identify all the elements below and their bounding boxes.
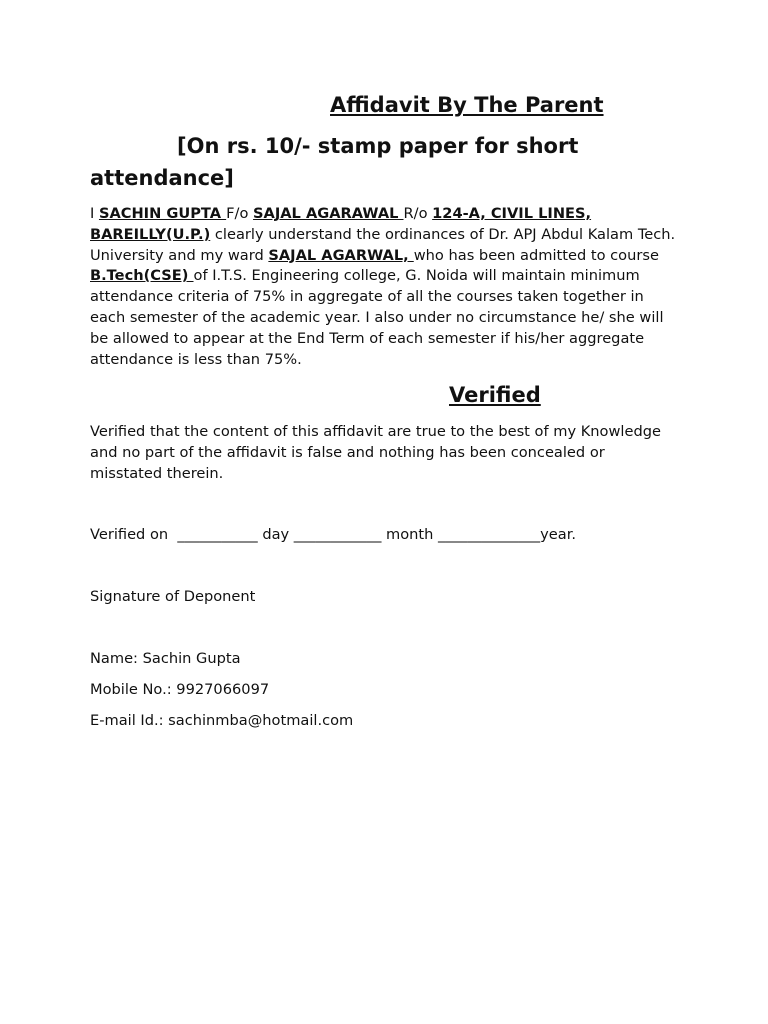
affidavit-page bbox=[90, 88, 680, 732]
document-subtitle: [On rs. 10/- stamp paper for short attendance] bbox=[90, 134, 579, 190]
parent-name: SACHIN GUPTA bbox=[98, 205, 227, 222]
residence-address: 124-A, CIVIL LINES, BAREILLY(U.P.) bbox=[90, 205, 592, 243]
verified-on-line: Verified on ___________ day ____________ month ______________year. bbox=[90, 525, 577, 543]
declaration-text-6: of I.T.S. Engineering college, G. Noida will maintain minimum attendance criteria of 75% in aggregate of all the courses taken together in each semester of the academic year. I also under no circumstance he/ she will be allowed to appear at the End Term of each semester if his/her aggregate attendance is less than 75%. bbox=[90, 267, 664, 368]
ward-name: SAJAL AGARAWAL bbox=[253, 205, 404, 222]
verification-paragraph: Verified that the content of this affidavit are true to the best of my Knowledge and no part of the affidavit is false and nothing has been concealed or misstated therein. bbox=[90, 423, 661, 482]
ward-name-repeat: SAJAL AGARWAL, bbox=[268, 246, 414, 264]
declaration-text-2: F/o bbox=[226, 205, 254, 222]
document-title: Affidavit By The Parent bbox=[330, 93, 604, 117]
signature-label: Signature of Deponent bbox=[90, 587, 256, 605]
declaration-paragraph bbox=[90, 204, 680, 370]
deponent-name: Name: Sachin Gupta bbox=[90, 650, 241, 668]
declaration-text-1: I bbox=[90, 205, 99, 222]
deponent-mobile: Mobile No.: 9927066097 bbox=[90, 681, 270, 699]
declaration-text-5: who has been admitted to course bbox=[413, 246, 659, 264]
deponent-email: E-mail Id.: sachinmba@hotmail.com bbox=[90, 711, 354, 729]
declaration-text-3: R/o bbox=[403, 205, 433, 222]
verified-heading: Verified bbox=[449, 383, 541, 408]
course-name: B.Tech(CSE) bbox=[90, 267, 194, 285]
declaration-text-4: clearly understand the ordinances of Dr. APJ Abdul Kalam Tech. University and my ward bbox=[90, 225, 676, 264]
